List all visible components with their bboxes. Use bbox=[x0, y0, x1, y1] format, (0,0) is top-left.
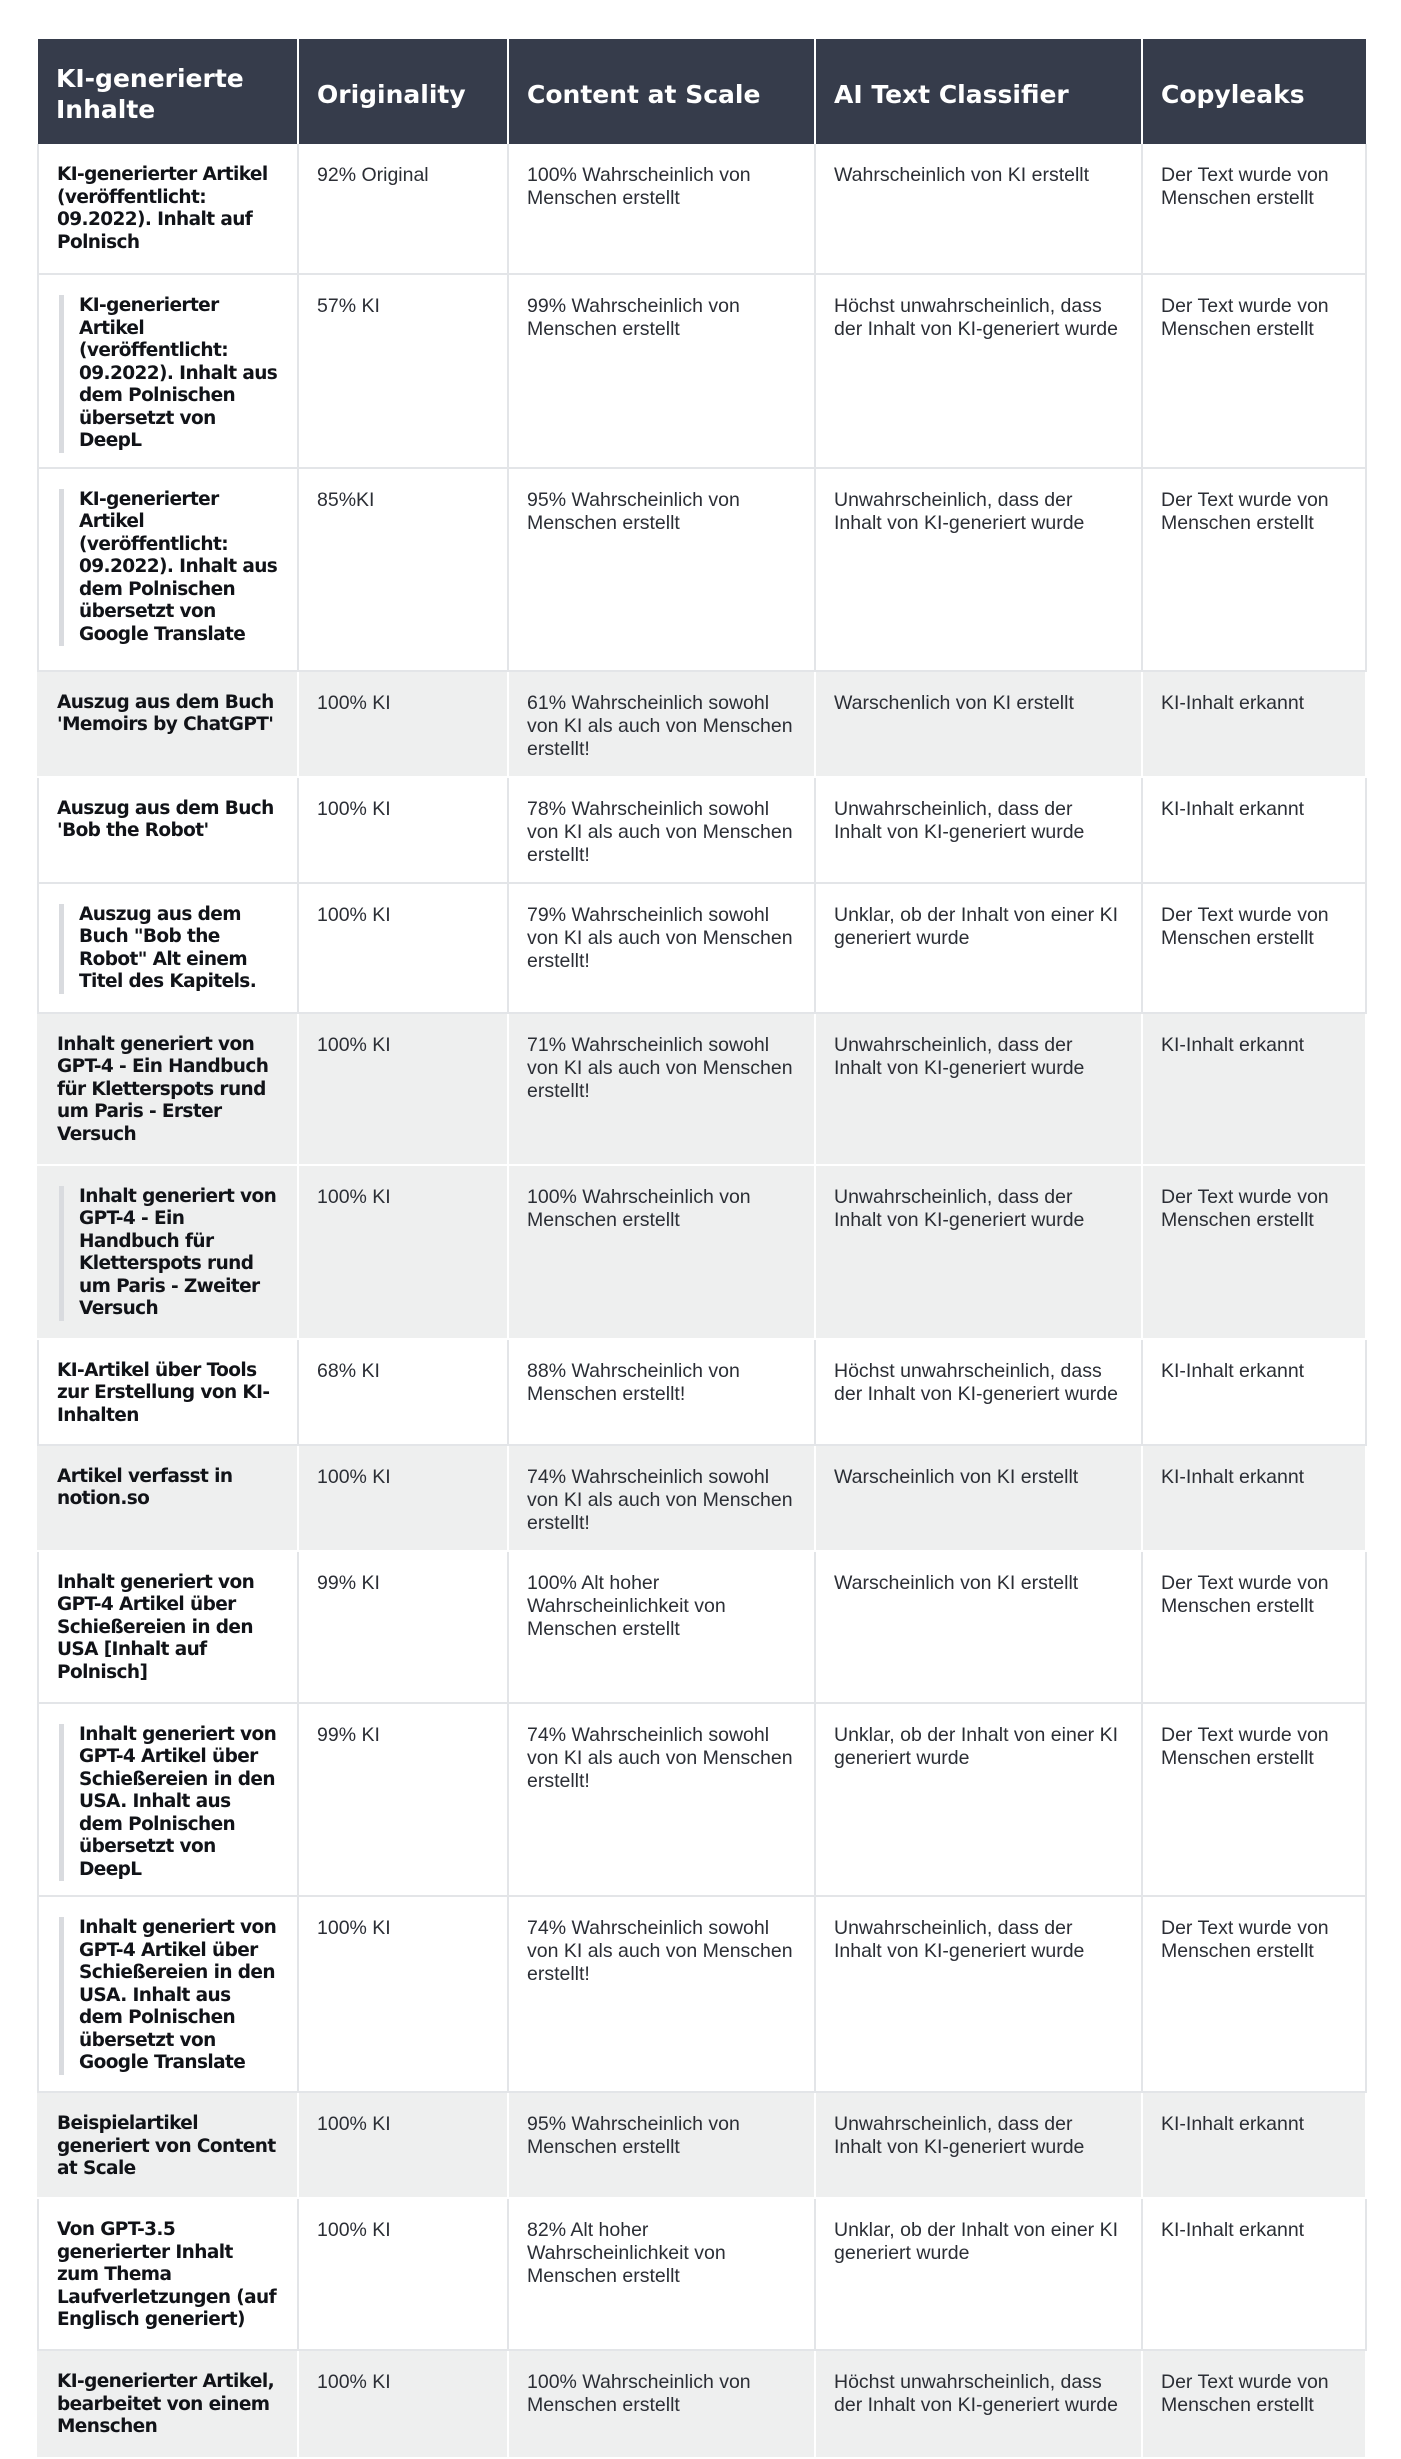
table-row bbox=[38, 777, 1366, 883]
ai-text-classifier-cell: Warscheinlich von KI erstellt bbox=[815, 1445, 1142, 1551]
comparison-table-wrapper bbox=[37, 39, 1365, 2459]
content-at-scale-cell: 88% Wahrscheinlich von Menschen erstellt! bbox=[508, 1339, 815, 1445]
ai-text-classifier-cell: Unwahrscheinlich, dass der Inhalt von KI-generiert wurde bbox=[815, 1013, 1142, 1165]
table-row bbox=[38, 1551, 1366, 1703]
table-row bbox=[38, 1445, 1366, 1551]
originality-cell: 99% KI bbox=[298, 1703, 508, 1897]
content-at-scale-cell: 100% Wahrscheinlich von Menschen erstellt bbox=[508, 144, 815, 274]
copyleaks-cell: Der Text wurde von Menschen erstellt bbox=[1142, 1896, 1366, 2092]
copyleaks-cell: Der Text wurde von Menschen erstellt bbox=[1142, 144, 1366, 274]
originality-cell: 100% KI bbox=[298, 1445, 508, 1551]
content-at-scale-cell: 74% Wahrscheinlich sowohl von KI als auch von Menschen erstellt! bbox=[508, 1445, 815, 1551]
header-content-at-scale: Content at Scale bbox=[508, 39, 815, 144]
copyleaks-cell: KI-Inhalt erkannt bbox=[1142, 1013, 1366, 1165]
copyleaks-cell: Der Text wurde von Menschen erstellt bbox=[1142, 883, 1366, 1013]
row-label-text: KI-Artikel über Tools zur Erstellung von KI-Inhalten bbox=[57, 1359, 270, 1426]
table-row bbox=[38, 2350, 1366, 2458]
ai-text-classifier-cell: Höchst unwahrscheinlich, dass der Inhalt von KI-generiert wurde bbox=[815, 274, 1142, 468]
table-row bbox=[38, 2198, 1366, 2350]
copyleaks-cell: KI-Inhalt erkannt bbox=[1142, 671, 1366, 777]
copyleaks-cell: Der Text wurde von Menschen erstellt bbox=[1142, 2350, 1366, 2458]
row-label-text: KI-generierter Artikel (veröffentlicht: 09.2022). Inhalt aus dem Polnischen übersetzt von Google Translate bbox=[59, 489, 279, 647]
content-at-scale-cell: 99% Wahrscheinlich von Menschen erstellt bbox=[508, 274, 815, 468]
copyleaks-cell: Der Text wurde von Menschen erstellt bbox=[1142, 1551, 1366, 1703]
content-at-scale-cell: 100% Wahrscheinlich von Menschen erstellt bbox=[508, 2350, 815, 2458]
header-row bbox=[38, 39, 1366, 144]
row-label bbox=[38, 144, 298, 274]
originality-cell: 68% KI bbox=[298, 1339, 508, 1445]
table-row bbox=[38, 144, 1366, 274]
row-label bbox=[38, 1896, 298, 2092]
originality-cell: 57% KI bbox=[298, 274, 508, 468]
copyleaks-cell: KI-Inhalt erkannt bbox=[1142, 1339, 1366, 1445]
row-label bbox=[38, 1165, 298, 1339]
row-label-text: Auszug aus dem Buch 'Memoirs by ChatGPT' bbox=[57, 691, 274, 735]
table-row bbox=[38, 2092, 1366, 2198]
originality-cell: 100% KI bbox=[298, 2198, 508, 2350]
ai-text-classifier-cell: Unwahrscheinlich, dass der Inhalt von KI-generiert wurde bbox=[815, 777, 1142, 883]
header-originality: Originality bbox=[298, 39, 508, 144]
content-at-scale-cell: 100% Alt hoher Wahrscheinlichkeit von Menschen erstellt bbox=[508, 1551, 815, 1703]
originality-cell: 100% KI bbox=[298, 2350, 508, 2458]
row-label bbox=[38, 1703, 298, 1897]
ai-text-classifier-cell: Unwahrscheinlich, dass der Inhalt von KI-generiert wurde bbox=[815, 1165, 1142, 1339]
table-header bbox=[38, 39, 1366, 144]
row-label bbox=[38, 883, 298, 1013]
table-row bbox=[38, 468, 1366, 671]
content-at-scale-cell: 95% Wahrscheinlich von Menschen erstellt bbox=[508, 2092, 815, 2198]
row-label-text: Inhalt generiert von GPT-4 Artikel über Schießereien in den USA [Inhalt auf Polnisch] bbox=[57, 1571, 255, 1683]
table-row bbox=[38, 671, 1366, 777]
ai-text-classifier-cell: Unklar, ob der Inhalt von einer KI generiert wurde bbox=[815, 883, 1142, 1013]
ai-text-classifier-cell: Wahrscheinlich von KI erstellt bbox=[815, 144, 1142, 274]
content-at-scale-cell: 74% Wahrscheinlich sowohl von KI als auch von Menschen erstellt! bbox=[508, 1703, 815, 1897]
row-label-text: Beispielartikel generiert von Content at Scale bbox=[57, 2113, 276, 2179]
row-label bbox=[38, 1445, 298, 1551]
originality-cell: 92% Original bbox=[298, 144, 508, 274]
table-row bbox=[38, 1165, 1366, 1339]
originality-cell: 100% KI bbox=[298, 1013, 508, 1165]
copyleaks-cell: KI-Inhalt erkannt bbox=[1142, 1445, 1366, 1551]
copyleaks-cell: Der Text wurde von Menschen erstellt bbox=[1142, 1703, 1366, 1897]
row-label bbox=[38, 2198, 298, 2350]
ai-text-classifier-cell: Unwahrscheinlich, dass der Inhalt von KI-generiert wurde bbox=[815, 1896, 1142, 2092]
originality-cell: 99% KI bbox=[298, 1551, 508, 1703]
table-row bbox=[38, 1339, 1366, 1445]
content-at-scale-cell: 74% Wahrscheinlich sowohl von KI als auch von Menschen erstellt! bbox=[508, 1896, 815, 2092]
row-label bbox=[38, 777, 298, 883]
table-body bbox=[38, 144, 1366, 2458]
row-label bbox=[38, 671, 298, 777]
ai-text-classifier-cell: Warschenlich von KI erstellt bbox=[815, 671, 1142, 777]
row-label-text: Inhalt generiert von GPT-4 - Ein Handbuch für Kletterspots rund um Paris - Erster Versuch bbox=[57, 1033, 269, 1145]
row-label-text: Auszug aus dem Buch "Bob the Robot" Alt einem Titel des Kapitels. bbox=[59, 904, 279, 994]
row-label bbox=[38, 1013, 298, 1165]
copyleaks-cell: KI-Inhalt erkannt bbox=[1142, 2198, 1366, 2350]
row-label bbox=[38, 1551, 298, 1703]
row-label-text: KI-generierter Artikel (veröffentlicht: 09.2022). Inhalt auf Polnisch bbox=[57, 164, 268, 253]
row-label-text: Inhalt generiert von GPT-4 Artikel über Schießereien in den USA. Inhalt aus dem Polnischen übersetzt von Google Translate bbox=[59, 1917, 279, 2075]
originality-cell: 100% KI bbox=[298, 1165, 508, 1339]
table-row bbox=[38, 274, 1366, 468]
originality-cell: 100% KI bbox=[298, 777, 508, 883]
originality-cell: 100% KI bbox=[298, 671, 508, 777]
content-at-scale-cell: 82% Alt hoher Wahrscheinlichkeit von Menschen erstellt bbox=[508, 2198, 815, 2350]
header-ai-text-classifier: AI Text Classifier bbox=[815, 39, 1142, 144]
table-row bbox=[38, 1703, 1366, 1897]
content-at-scale-cell: 61% Wahrscheinlich sowohl von KI als auch von Menschen erstellt! bbox=[508, 671, 815, 777]
ai-text-classifier-cell: Höchst unwahrscheinlich, dass der Inhalt von KI-generiert wurde bbox=[815, 2350, 1142, 2458]
originality-cell: 85%KI bbox=[298, 468, 508, 671]
ai-text-classifier-cell: Höchst unwahrscheinlich, dass der Inhalt von KI-generiert wurde bbox=[815, 1339, 1142, 1445]
row-label bbox=[38, 2350, 298, 2458]
ai-text-classifier-cell: Warscheinlich von KI erstellt bbox=[815, 1551, 1142, 1703]
row-label bbox=[38, 468, 298, 671]
row-label-text: Inhalt generiert von GPT-4 Artikel über Schießereien in den USA. Inhalt aus dem Polnischen übersetzt von DeepL bbox=[59, 1724, 279, 1882]
row-label-text: Artikel verfasst in notion.so bbox=[57, 1465, 233, 1509]
originality-cell: 100% KI bbox=[298, 2092, 508, 2198]
row-label bbox=[38, 1339, 298, 1445]
row-label-text: KI-generierter Artikel, bearbeitet von einem Menschen bbox=[57, 2371, 275, 2437]
copyleaks-cell: Der Text wurde von Menschen erstellt bbox=[1142, 468, 1366, 671]
row-label bbox=[38, 274, 298, 468]
ai-text-classifier-cell: Unklar, ob der Inhalt von einer KI generiert wurde bbox=[815, 2198, 1142, 2350]
row-label-text: Von GPT-3.5 generierter Inhalt zum Thema Laufverletzungen (auf Englisch generiert) bbox=[57, 2219, 277, 2330]
ai-text-classifier-cell: Unwahrscheinlich, dass der Inhalt von KI-generiert wurde bbox=[815, 468, 1142, 671]
originality-cell: 100% KI bbox=[298, 883, 508, 1013]
content-at-scale-cell: 100% Wahrscheinlich von Menschen erstellt bbox=[508, 1165, 815, 1339]
content-at-scale-cell: 95% Wahrscheinlich von Menschen erstellt bbox=[508, 468, 815, 671]
row-label bbox=[38, 2092, 298, 2198]
row-label-text: Inhalt generiert von GPT-4 - Ein Handbuch für Kletterspots rund um Paris - Zweiter Versuch bbox=[59, 1186, 279, 1321]
copyleaks-cell: KI-Inhalt erkannt bbox=[1142, 777, 1366, 883]
content-at-scale-cell: 79% Wahrscheinlich sowohl von KI als auch von Menschen erstellt! bbox=[508, 883, 815, 1013]
row-label-text: KI-generierter Artikel (veröffentlicht: 09.2022). Inhalt aus dem Polnischen übersetzt von DeepL bbox=[59, 295, 279, 453]
ai-detector-comparison-table bbox=[37, 39, 1367, 2459]
table-row bbox=[38, 883, 1366, 1013]
copyleaks-cell: Der Text wurde von Menschen erstellt bbox=[1142, 274, 1366, 468]
ai-text-classifier-cell: Unwahrscheinlich, dass der Inhalt von KI-generiert wurde bbox=[815, 2092, 1142, 2198]
row-label-text: Auszug aus dem Buch 'Bob the Robot' bbox=[57, 797, 274, 841]
content-at-scale-cell: 71% Wahrscheinlich sowohl von KI als auch von Menschen erstellt! bbox=[508, 1013, 815, 1165]
copyleaks-cell: Der Text wurde von Menschen erstellt bbox=[1142, 1165, 1366, 1339]
ai-text-classifier-cell: Unklar, ob der Inhalt von einer KI generiert wurde bbox=[815, 1703, 1142, 1897]
header-copyleaks: Copyleaks bbox=[1142, 39, 1366, 144]
originality-cell: 100% KI bbox=[298, 1896, 508, 2092]
table-row bbox=[38, 1896, 1366, 2092]
header-content-type: KI-generierte Inhalte bbox=[38, 39, 298, 144]
content-at-scale-cell: 78% Wahrscheinlich sowohl von KI als auch von Menschen erstellt! bbox=[508, 777, 815, 883]
table-row bbox=[38, 1013, 1366, 1165]
copyleaks-cell: KI-Inhalt erkannt bbox=[1142, 2092, 1366, 2198]
